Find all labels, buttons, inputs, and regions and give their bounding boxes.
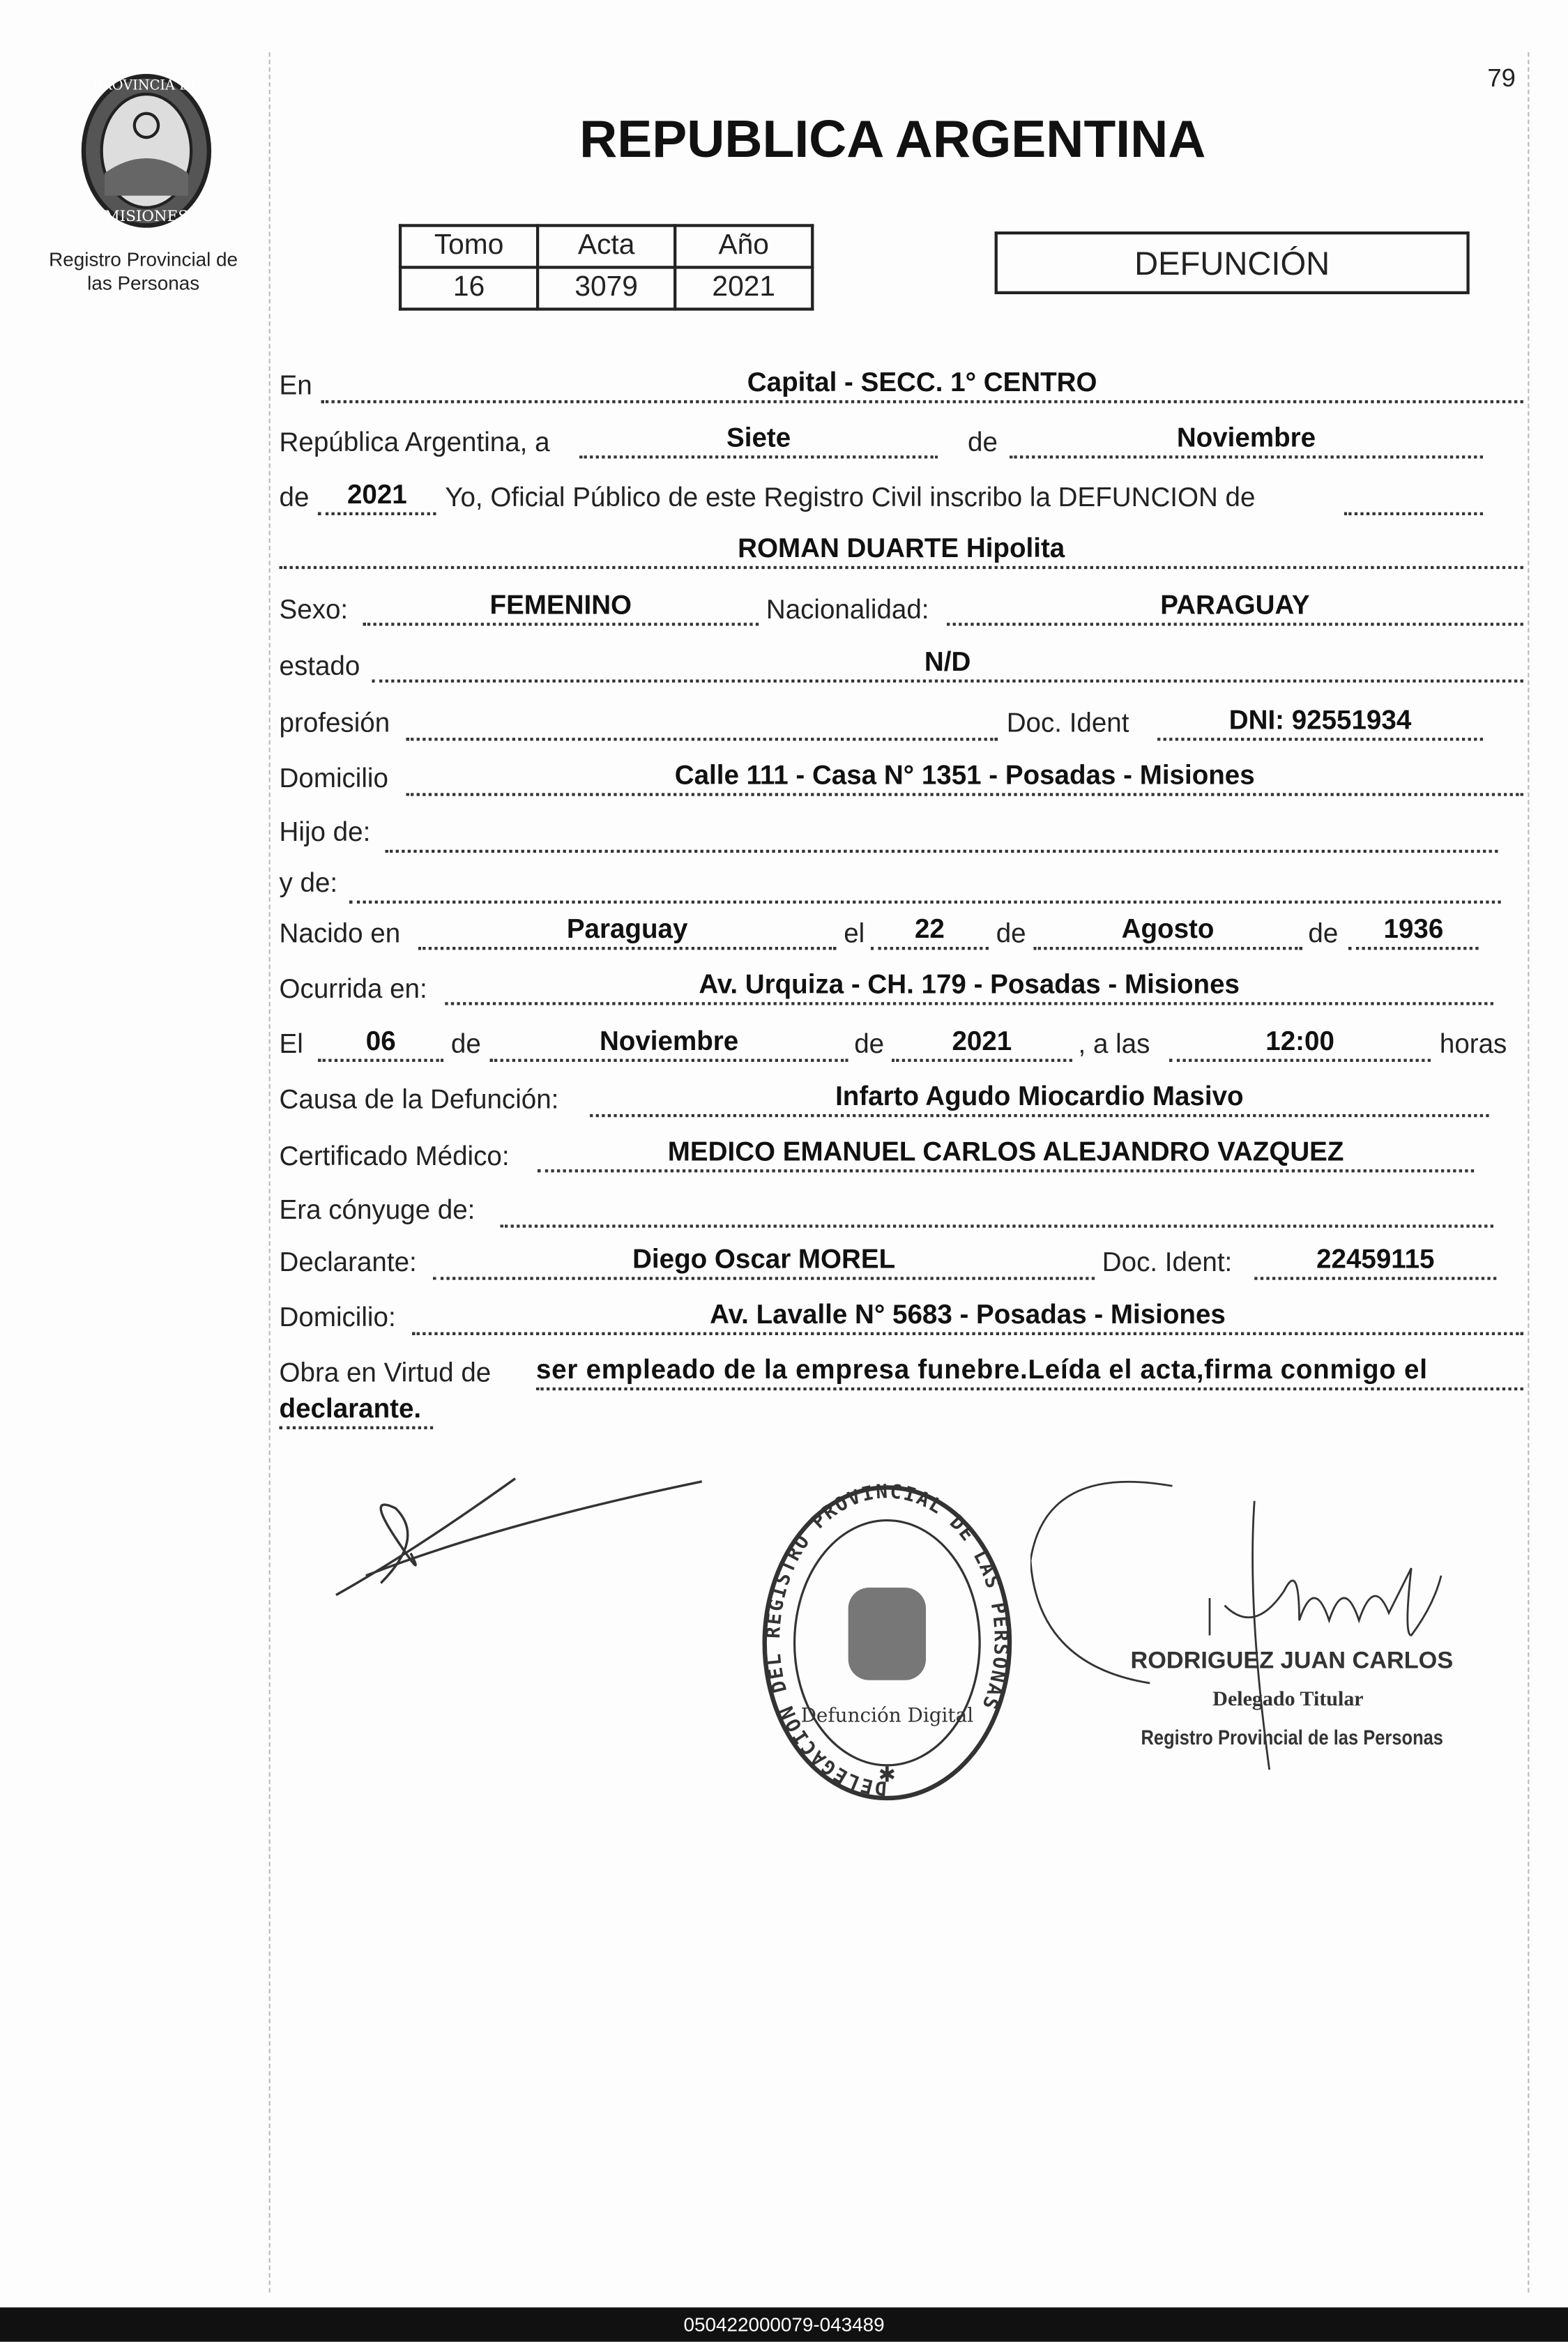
label-nacionalidad: Nacionalidad: xyxy=(766,594,929,625)
declarant-signature xyxy=(321,1463,724,1613)
field-declarant: Diego Oscar MOREL xyxy=(433,1242,1095,1280)
field-birth-year: 1936 xyxy=(1348,913,1478,950)
signatory-name: RODRIGUEZ JUAN CARLOS xyxy=(1130,1648,1454,1675)
field-death-time: 12:00 xyxy=(1169,1024,1431,1062)
province-coat-of-arms-logo xyxy=(72,69,221,234)
label-doc-ident: Doc. Ident xyxy=(1006,708,1129,738)
field-birthplace: Paraguay xyxy=(418,913,837,950)
field-place: Capital - SECC. 1° CENTRO xyxy=(321,366,1523,404)
svg-text:PROVINCIA DE: PROVINCIA DE xyxy=(93,77,200,93)
label-de-death-month: de xyxy=(450,1028,481,1059)
field-month: Noviembre xyxy=(1010,421,1483,459)
field-certificate: MEDICO EMANUEL CARLOS ALEJANDRO VAZQUEZ xyxy=(538,1135,1474,1173)
svg-text:MISIONES: MISIONES xyxy=(104,208,188,226)
field-profession xyxy=(406,704,998,741)
label-en: En xyxy=(279,370,312,401)
page-title: REPUBLICA ARGENTINA xyxy=(579,110,1206,169)
header-acta: Acta xyxy=(538,225,675,267)
signatory-org: Registro Provincial de las Personas xyxy=(1141,1725,1444,1749)
label-de-birth-month: de xyxy=(996,918,1026,949)
field-birth-month: Agosto xyxy=(1033,913,1302,950)
field-spouse xyxy=(501,1190,1493,1228)
label-nacido-en: Nacido en xyxy=(279,918,401,949)
label-de-year: de xyxy=(279,482,310,512)
field-death-month: Noviembre xyxy=(490,1024,848,1062)
label-declarante: Declarante: xyxy=(279,1247,417,1277)
field-declarant-address: Av. Lavalle N° 5683 - Posadas - Misiones xyxy=(412,1298,1523,1335)
label-estado: estado xyxy=(279,651,360,681)
label-de-death-year: de xyxy=(854,1028,885,1059)
label-el-death: El xyxy=(279,1028,303,1059)
label-yo: Yo, Oficial Público de este Registro Civil inscribo la DEFUNCION de xyxy=(445,482,1256,512)
margin-line-right xyxy=(1528,52,1529,2292)
registry-table xyxy=(399,224,814,310)
label-ocurrida-en: Ocurrida en: xyxy=(279,973,427,1004)
label-certificado: Certificado Médico: xyxy=(279,1141,510,1171)
svg-text:✱: ✱ xyxy=(878,1763,896,1787)
field-day: Siete xyxy=(579,421,938,459)
svg-text:DELEGACION DEL REGISTRO PROVIN: DELEGACION DEL REGISTRO PROVINCIAL DE LAS PERSONAS xyxy=(761,1483,1013,1800)
field-mother xyxy=(349,866,1500,904)
label-conyuge: Era cónyuge de: xyxy=(279,1194,475,1225)
label-profesion: profesión xyxy=(279,708,390,738)
label-domicilio: Domicilio xyxy=(279,763,388,793)
label-el: el xyxy=(844,918,865,949)
field-marital-status: N/D xyxy=(372,645,1523,683)
label-horas: horas xyxy=(1439,1028,1507,1059)
label-causa: Causa de la Defunción: xyxy=(279,1084,559,1114)
field-death-year: 2021 xyxy=(892,1024,1072,1062)
field-blank xyxy=(1344,478,1483,515)
label-obra: Obra en Virtud de xyxy=(279,1358,492,1387)
label-doc-ident-declarant: Doc. Ident: xyxy=(1102,1247,1233,1277)
footer-code-bar xyxy=(0,2307,1568,2341)
svg-text:Defunción Digital: Defunción Digital xyxy=(800,1703,974,1727)
page-number: 79 xyxy=(1487,64,1516,93)
value-anio: 2021 xyxy=(675,267,812,309)
label-de-birth-year: de xyxy=(1308,918,1339,949)
field-dni: DNI: 92551934 xyxy=(1157,704,1483,741)
margin-line-left xyxy=(269,52,271,2292)
field-year: 2021 xyxy=(318,478,436,515)
value-tomo: 16 xyxy=(400,267,538,309)
field-address: Calle 111 - Casa N° 1351 - Posadas - Misiones xyxy=(406,759,1523,796)
field-deceased-name: ROMAN DUARTE Hipolita xyxy=(280,532,1523,570)
field-cause: Infarto Agudo Miocardio Masivo xyxy=(590,1080,1489,1118)
field-nationality: PARAGUAY xyxy=(947,588,1523,626)
header-anio: Año xyxy=(675,225,812,267)
field-death-day: 06 xyxy=(318,1024,443,1062)
label-republica: República Argentina, a xyxy=(279,427,550,457)
issuer-name: Registro Provincial de las Personas xyxy=(49,248,238,294)
document-type-box: DEFUNCIÓN xyxy=(995,231,1470,294)
header-tomo: Tomo xyxy=(400,225,538,267)
field-reason-line1: ser empleado de la empresa funebre.Leída el acta,firma conmigo el xyxy=(536,1353,1523,1391)
label-sexo: Sexo: xyxy=(279,594,349,625)
label-de: de xyxy=(968,427,998,457)
signatory-role: Delegado Titular xyxy=(1212,1689,1364,1712)
field-death-place: Av. Urquiza - CH. 179 - Posadas - Misiones xyxy=(445,968,1493,1005)
field-declarant-doc: 22459115 xyxy=(1254,1242,1496,1280)
registry-stamp xyxy=(759,1483,1015,1804)
label-hijo-de: Hijo de: xyxy=(279,816,371,847)
label-a-las: , a las xyxy=(1078,1028,1150,1059)
footer-code: 050422000079-043489 xyxy=(683,2313,885,2336)
value-acta: 3079 xyxy=(538,267,675,309)
field-sex: FEMENINO xyxy=(363,588,759,626)
label-domicilio-declarant: Domicilio: xyxy=(279,1302,396,1332)
label-y-de: y de: xyxy=(279,867,338,898)
field-reason-line2: declarante. xyxy=(280,1392,434,1429)
field-father xyxy=(386,816,1498,853)
field-birth-day: 22 xyxy=(871,913,989,950)
